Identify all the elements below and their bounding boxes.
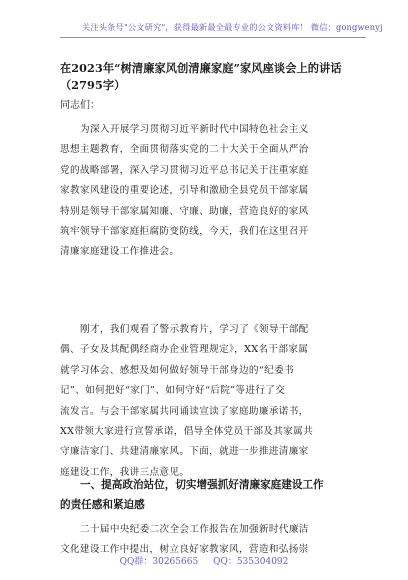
paragraph-line: 二十届中央纪委二次全会工作报告在加强新时代廉洁 xyxy=(80,524,309,535)
salutation: 同志们： xyxy=(60,100,100,111)
paragraph-line: 庭建设工作，我讲三点意见。 xyxy=(60,466,190,478)
paragraph-line: 记”、如何把好“家门”、如何守好“后院”等进行了交 xyxy=(60,385,286,397)
paragraph-line: 清廉家庭建设工作推进会。 xyxy=(60,246,180,258)
heading-line: 的责任感和紧迫感 xyxy=(60,499,145,511)
paragraph-1 xyxy=(60,120,366,263)
section-heading-1 xyxy=(60,475,366,515)
paragraph-line: 家教家风建设的重要论述，引导和激励全县党员干部家属 xyxy=(60,185,309,197)
paragraph-line: 思想主题教育，全面贯彻落实党的二十大关于全面从严治 xyxy=(60,144,309,156)
paragraph-line: 偶、子女及其配偶经商办企业管理规定》，XX名干部家属 xyxy=(60,344,309,356)
footer-qq: QQ：535304092 xyxy=(213,557,289,567)
paragraph-line: XX带领大家进行宣誓承诺，倡导全体党员干部及其家属共 xyxy=(60,426,314,438)
document-title xyxy=(60,60,366,94)
footer-contact xyxy=(0,554,408,567)
footer-qq-group: QQ群：30265665 xyxy=(119,557,199,567)
paragraph-line: 刚才，我们观看了警示教育片，学习了《领导干部配 xyxy=(80,324,309,335)
paragraph-line: 流发言。与会干部家属共同诵读宣读了家庭助廉承诺书， xyxy=(60,405,309,417)
title-line: 在2023年“树清廉家风创清廉家庭”家风座谈会上的讲话 xyxy=(60,61,342,75)
paragraph-2 xyxy=(60,320,366,483)
paragraph-line: 守廉洁家门、共建清廉家风。下面，就进一步推进清廉家 xyxy=(60,446,309,458)
paragraph-line: 为深入开展学习贯彻习近平新时代中国特色社会主义 xyxy=(80,124,309,135)
paragraph-line: 筑牢领导干部家庭拒腐防变防线，今天，我们在这里召开 xyxy=(60,226,309,238)
paragraph-line: 文化建设工作中提出，树立良好家教家风，营造和弘扬崇 xyxy=(60,544,309,556)
paragraph-line: 就学习体会、感想及如何做好领导干部身边的“纪委书 xyxy=(60,364,294,376)
paragraph-line: 特别是领导干部家属知廉、守廉、助廉，营造良好的家风 xyxy=(60,205,309,217)
title-word-count: （2795字） xyxy=(60,78,126,92)
paragraph-line: 党的战略部署，深入学习贯彻习近平总书记关于注重家庭 xyxy=(60,164,309,176)
heading-line: 一、提高政治站位，切实增强抓好清廉家庭建设工作 xyxy=(80,479,324,491)
header-banner: 关注头条号"公文研究"，获得最新最全最专业的公文资料库！ 微信：gongwenyj xyxy=(82,22,383,32)
header-divider xyxy=(60,37,366,38)
